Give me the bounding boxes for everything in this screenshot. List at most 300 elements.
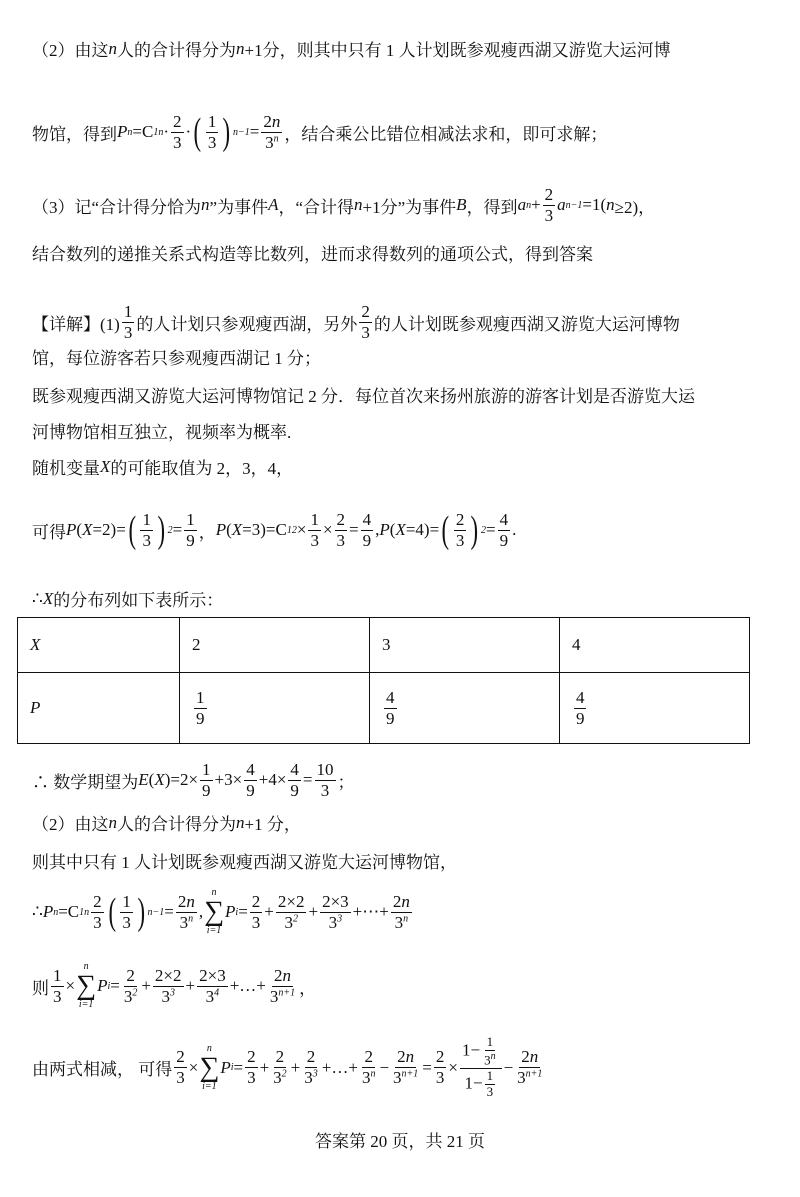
math-variable: n bbox=[529, 1047, 539, 1067]
numerator bbox=[391, 892, 412, 913]
denominator bbox=[498, 531, 511, 551]
numerator bbox=[174, 1047, 187, 1068]
text-run: 3 bbox=[247, 1068, 256, 1088]
text-run: 2 bbox=[177, 891, 187, 911]
math-variable: n bbox=[236, 38, 245, 58]
numerator bbox=[315, 760, 336, 781]
text-run: = bbox=[349, 520, 359, 540]
text-run: +4× bbox=[258, 770, 287, 790]
text-run: +1分”为事件 bbox=[362, 197, 457, 217]
denominator bbox=[122, 987, 140, 1007]
formula-line bbox=[32, 888, 414, 936]
formula-line bbox=[32, 1035, 546, 1100]
numerator bbox=[361, 510, 374, 531]
table-cell bbox=[559, 673, 749, 744]
fraction bbox=[482, 1035, 498, 1068]
superscript: 1 bbox=[153, 126, 159, 138]
denominator: 9 bbox=[196, 708, 205, 728]
superscript: 2 bbox=[480, 524, 486, 536]
text-run: 由两式相减， 可得 bbox=[32, 1060, 173, 1080]
denominator bbox=[319, 781, 332, 801]
math-variable: a bbox=[557, 195, 566, 215]
numerator bbox=[498, 510, 511, 531]
fraction bbox=[276, 892, 307, 932]
text-run: 1 bbox=[207, 112, 217, 131]
numerator bbox=[274, 1047, 287, 1068]
text-run: )=2× bbox=[164, 770, 199, 790]
text-run: = bbox=[164, 902, 174, 921]
denominator bbox=[159, 987, 177, 1007]
text-run: 3 bbox=[207, 132, 217, 152]
text-run: 河博物馆相互独立，视频率为概率. bbox=[32, 423, 292, 442]
subscript: 2 bbox=[291, 524, 297, 536]
fraction bbox=[574, 688, 587, 728]
text-run: × bbox=[296, 520, 307, 540]
text-run: 可得 bbox=[32, 522, 66, 542]
text-run: + bbox=[141, 976, 151, 995]
numerator bbox=[250, 892, 263, 913]
text-run: 3 bbox=[484, 1052, 491, 1068]
text-run: + bbox=[308, 902, 319, 921]
text-run: 2 bbox=[93, 891, 102, 911]
text-run: 4 bbox=[290, 760, 299, 779]
text-run: 3 bbox=[93, 912, 102, 932]
superscript: 3 bbox=[337, 912, 343, 924]
text-run: 3 bbox=[320, 780, 330, 800]
sum-lower: i=1 bbox=[202, 1080, 217, 1092]
formula-line bbox=[32, 185, 655, 225]
numerator bbox=[153, 966, 184, 987]
text-run: +…+ bbox=[229, 976, 266, 995]
parenthesized-group bbox=[439, 510, 481, 550]
text-run: 结合数列的递推关系式构造等比数列，进而求得数列的通项公式，得到答案 bbox=[32, 245, 593, 264]
text-run: 2×3 bbox=[199, 965, 226, 985]
text-run: × bbox=[448, 1057, 458, 1077]
summation bbox=[76, 962, 96, 1010]
text-run: 1− bbox=[461, 1040, 481, 1060]
text-run: ”为事件 bbox=[209, 197, 269, 217]
text-line bbox=[32, 454, 293, 479]
subscript: i bbox=[230, 1062, 234, 1074]
denominator bbox=[302, 1068, 320, 1088]
math-variable: n bbox=[271, 112, 281, 131]
left-paren: ( bbox=[441, 509, 450, 552]
superscript: 3 bbox=[312, 1068, 318, 1080]
numerator bbox=[261, 112, 282, 133]
fraction bbox=[360, 1047, 378, 1087]
fraction bbox=[288, 760, 301, 800]
text-run: 2 bbox=[435, 1047, 445, 1067]
numerator bbox=[120, 892, 133, 913]
denominator bbox=[120, 913, 133, 933]
fraction bbox=[120, 892, 133, 932]
text-run: = bbox=[249, 122, 260, 142]
text-run: 9 bbox=[202, 780, 211, 800]
text-run: + bbox=[531, 195, 541, 215]
text-line bbox=[32, 586, 223, 611]
text-run: 3 bbox=[265, 132, 274, 152]
math-variable: n bbox=[201, 195, 210, 215]
fraction bbox=[271, 1047, 289, 1087]
fraction bbox=[194, 688, 207, 728]
text-run: 3 bbox=[361, 322, 370, 342]
text-run: 3 bbox=[336, 530, 346, 550]
fraction bbox=[335, 510, 348, 550]
text-run: 9 bbox=[290, 780, 299, 800]
text-run: 的人计划只参观瘦西湖，另外 bbox=[136, 314, 358, 334]
fraction bbox=[244, 760, 257, 800]
text-run: ≥2)， bbox=[614, 197, 656, 217]
denominator bbox=[91, 913, 104, 933]
numerator bbox=[362, 1047, 375, 1068]
superscript: 2 bbox=[292, 912, 298, 924]
numerator bbox=[140, 510, 153, 531]
superscript: n−1 bbox=[147, 906, 165, 918]
text-run: 3 bbox=[173, 132, 182, 152]
text-run: 馆，每位游客若只参观瘦西湖记 1 分； bbox=[32, 349, 321, 368]
text-run: · bbox=[185, 122, 192, 142]
superscript: 1 bbox=[79, 906, 85, 918]
denominator bbox=[288, 781, 301, 801]
numerator bbox=[395, 1047, 416, 1068]
text-run: 3 bbox=[269, 986, 279, 1006]
text-run: +3× bbox=[214, 770, 243, 790]
text-run: ∴ bbox=[32, 902, 43, 921]
text-run: =2)= bbox=[92, 520, 126, 540]
numerator bbox=[184, 510, 197, 531]
math-variable: n bbox=[354, 195, 363, 215]
text-run: 2 bbox=[306, 1047, 316, 1067]
text-run: × bbox=[188, 1057, 199, 1077]
numerator bbox=[434, 1047, 447, 1068]
numerator bbox=[91, 892, 104, 913]
fraction bbox=[308, 510, 321, 550]
math-variable: X bbox=[231, 520, 243, 540]
text-run: =4)= bbox=[405, 520, 440, 540]
left-paren: ( bbox=[193, 111, 202, 154]
text-run: 1 bbox=[122, 891, 131, 911]
superscript: 4 bbox=[214, 986, 220, 998]
math-variable: P bbox=[379, 520, 390, 540]
math-variable: a bbox=[517, 195, 527, 215]
left-paren: ( bbox=[108, 891, 116, 933]
parenthesized-group bbox=[106, 892, 148, 932]
math-variable: B bbox=[456, 195, 467, 215]
superscript: n bbox=[188, 912, 194, 924]
numerator bbox=[197, 966, 228, 987]
math-variable: X bbox=[42, 588, 54, 608]
math-variable: n bbox=[405, 1047, 415, 1067]
superscript: n−1 bbox=[232, 126, 250, 138]
text-run: 的可能取值为 2，3，4， bbox=[110, 459, 294, 478]
fraction bbox=[359, 302, 372, 342]
superscript: n bbox=[403, 912, 409, 924]
subscript: n bbox=[84, 906, 90, 918]
superscript: n bbox=[490, 1050, 496, 1062]
sum-upper: n bbox=[211, 887, 217, 898]
denominator bbox=[454, 531, 467, 551]
text-run: 2 bbox=[455, 510, 465, 529]
text-run: 3 bbox=[394, 912, 404, 932]
denominator: 9 bbox=[575, 708, 585, 728]
numerator bbox=[308, 510, 321, 531]
numerator bbox=[460, 1035, 502, 1069]
numerator bbox=[305, 1047, 318, 1068]
denominator bbox=[178, 913, 196, 933]
numerator bbox=[122, 302, 135, 323]
text-run: 2 bbox=[336, 510, 346, 529]
numerator: 4 bbox=[575, 687, 585, 707]
text-run: 2 bbox=[247, 1047, 256, 1067]
text-run: =C bbox=[58, 902, 80, 921]
table-cell: P bbox=[18, 673, 180, 744]
denominator bbox=[434, 1068, 447, 1088]
text-run: 4 bbox=[362, 510, 372, 529]
text-run: 物馆，得到 bbox=[32, 124, 117, 144]
text-run: 3 bbox=[328, 912, 338, 932]
text-run: 随机变量 bbox=[32, 459, 100, 478]
text-run: ( bbox=[389, 520, 396, 540]
numerator bbox=[51, 966, 64, 987]
fraction bbox=[268, 966, 297, 1006]
numerator bbox=[272, 966, 293, 987]
parenthesized-group bbox=[126, 510, 168, 550]
fraction bbox=[434, 1047, 447, 1087]
text-line bbox=[32, 36, 671, 61]
text-run: 3 bbox=[53, 986, 62, 1006]
table-cell: 2 bbox=[180, 618, 370, 673]
text-run: 3 bbox=[122, 912, 131, 932]
right-paren: ) bbox=[137, 891, 145, 933]
text-run: + bbox=[185, 976, 196, 995]
text-run: 2 bbox=[126, 965, 135, 985]
subscript: n bbox=[53, 906, 59, 918]
superscript: 3 bbox=[169, 986, 175, 998]
fraction bbox=[361, 510, 374, 550]
text-run: 3 bbox=[310, 530, 319, 550]
text-run: 2 bbox=[176, 1047, 185, 1067]
denominator bbox=[360, 1068, 378, 1088]
fraction bbox=[206, 112, 219, 152]
fraction bbox=[454, 510, 467, 550]
text-run: 的分布列如下表所示： bbox=[53, 591, 224, 610]
table-cell: 4 bbox=[559, 618, 749, 673]
denominator bbox=[174, 1068, 187, 1088]
text-run: 1 bbox=[186, 510, 195, 529]
fraction bbox=[391, 892, 412, 932]
text-run: 4 bbox=[246, 760, 255, 779]
text-run: 9 bbox=[362, 530, 372, 550]
text-run: 2 bbox=[173, 112, 182, 131]
distribution-table bbox=[17, 617, 750, 744]
math-variable: X bbox=[82, 520, 93, 540]
text-run: 3 bbox=[205, 986, 215, 1006]
text-run: − bbox=[503, 1057, 514, 1077]
denominator bbox=[184, 531, 197, 551]
fraction bbox=[245, 1047, 258, 1087]
math-variable: P bbox=[42, 902, 54, 921]
numerator bbox=[276, 892, 307, 913]
sigma-icon: ∑ bbox=[204, 896, 225, 927]
fraction bbox=[197, 966, 228, 1006]
text-run: × bbox=[322, 520, 333, 540]
numerator bbox=[359, 302, 372, 323]
text-run: . bbox=[512, 520, 517, 540]
text-run: ( bbox=[148, 770, 155, 790]
text-run: ，结合乘公比错位相减法求和，即可求解； bbox=[284, 124, 608, 144]
text-run: 3 bbox=[142, 530, 151, 550]
fraction bbox=[200, 760, 213, 800]
text-run: 1− bbox=[464, 1073, 483, 1093]
sum-lower: i=1 bbox=[206, 925, 222, 936]
superscript: n bbox=[273, 132, 279, 144]
text-run: 3 bbox=[284, 912, 293, 932]
text-run: 人的合计得分为 bbox=[117, 815, 236, 834]
math-variable: n bbox=[401, 891, 410, 911]
text-run: 2×2 bbox=[154, 965, 182, 985]
fraction bbox=[122, 966, 140, 1006]
superscript: n+1 bbox=[525, 1068, 543, 1080]
text-run: 2 bbox=[521, 1047, 530, 1067]
fraction bbox=[391, 1047, 420, 1087]
table-cell: 3 bbox=[370, 618, 560, 673]
text-run: 3 bbox=[486, 1084, 494, 1100]
text-run: 2×2 bbox=[277, 891, 305, 911]
text-run: ∴ bbox=[32, 588, 43, 608]
text-run: 1 bbox=[486, 1068, 494, 1084]
text-run: = bbox=[172, 520, 183, 540]
text-run: +…+ bbox=[321, 1057, 358, 1077]
denominator bbox=[327, 913, 345, 933]
text-run: 3 bbox=[455, 530, 465, 550]
table-cell bbox=[180, 673, 370, 744]
text-run: 1 bbox=[123, 302, 133, 321]
text-run: 2 bbox=[361, 302, 370, 321]
text-run: ( bbox=[76, 520, 83, 540]
subscript: n−1 bbox=[565, 199, 583, 211]
superscript: 1 bbox=[286, 524, 292, 536]
text-run: × bbox=[65, 976, 76, 995]
numerator bbox=[485, 1035, 496, 1051]
text-run: 2 bbox=[392, 891, 402, 911]
text-run: , bbox=[375, 520, 380, 540]
numerator bbox=[485, 1069, 496, 1085]
fraction bbox=[261, 112, 282, 152]
sum-upper: n bbox=[83, 961, 89, 972]
formula-line bbox=[32, 112, 607, 152]
text-run: , bbox=[198, 902, 204, 921]
text-run: 2×3 bbox=[322, 891, 349, 911]
table-row bbox=[18, 618, 750, 673]
text-run: 2 bbox=[397, 1047, 406, 1067]
denominator bbox=[140, 531, 153, 551]
text-run: = bbox=[485, 520, 496, 540]
text-run: ； bbox=[337, 772, 355, 792]
text-run: 10 bbox=[316, 760, 334, 779]
text-run: 既参观瘦西湖又游览大运河博物馆记 2 分．每位首次来扬州旅游的游客计划是否游览大运 bbox=[32, 387, 695, 406]
text-run: 3 bbox=[176, 1068, 185, 1088]
math-variable: n bbox=[606, 195, 615, 215]
text-run: + bbox=[290, 1057, 301, 1077]
summation bbox=[199, 1044, 219, 1092]
denominator bbox=[482, 1051, 498, 1068]
numerator bbox=[124, 966, 137, 987]
right-paren: ) bbox=[470, 509, 479, 552]
text-run: 2 bbox=[275, 1047, 285, 1067]
superscript: n+1 bbox=[278, 986, 296, 998]
math-variable: P bbox=[66, 520, 77, 540]
text-line bbox=[32, 344, 321, 369]
text-run: （2）由这 bbox=[32, 815, 109, 834]
fraction bbox=[315, 760, 336, 800]
text-run: = bbox=[233, 1057, 244, 1077]
text-run: 3 bbox=[435, 1068, 445, 1088]
text-run: ，得到 bbox=[466, 197, 518, 217]
parenthesized-group bbox=[191, 112, 233, 152]
numerator bbox=[244, 760, 257, 781]
text-run: 3 bbox=[123, 986, 133, 1006]
text-run: 3 bbox=[179, 912, 189, 932]
denominator: 9 bbox=[386, 708, 395, 728]
subscript: n bbox=[127, 126, 133, 138]
math-variable: X bbox=[100, 456, 111, 476]
denominator bbox=[206, 133, 219, 153]
denominator bbox=[335, 531, 348, 551]
text-line bbox=[32, 240, 593, 265]
text-run: ， bbox=[198, 522, 216, 542]
denominator bbox=[122, 323, 135, 343]
text-line bbox=[32, 848, 457, 873]
numerator bbox=[200, 760, 213, 781]
text-run: 则其中只有 1 人计划既参观瘦西湖又游览大运河博物馆， bbox=[32, 853, 457, 872]
text-line bbox=[32, 418, 291, 443]
numerator bbox=[206, 112, 219, 133]
math-variable: P bbox=[220, 1057, 231, 1077]
numerator bbox=[519, 1047, 540, 1068]
formula-line bbox=[32, 760, 355, 800]
denominator bbox=[263, 133, 281, 153]
numerator bbox=[454, 510, 467, 531]
text-run: + bbox=[259, 1057, 270, 1077]
subscript: n bbox=[158, 126, 164, 138]
math-variable: X bbox=[154, 770, 165, 790]
text-run: 1 bbox=[202, 760, 211, 779]
text-run: 2 bbox=[263, 112, 272, 131]
fraction bbox=[498, 510, 511, 550]
fraction bbox=[51, 966, 64, 1006]
text-run: 2 bbox=[251, 891, 261, 911]
denominator bbox=[171, 133, 184, 153]
text-run: = bbox=[110, 976, 120, 995]
numerator bbox=[171, 112, 184, 133]
fraction bbox=[543, 185, 556, 225]
text-run: = bbox=[422, 1057, 432, 1077]
denominator bbox=[515, 1068, 544, 1088]
formula-line bbox=[32, 510, 516, 550]
text-run: 则 bbox=[32, 978, 49, 998]
formula-line bbox=[32, 962, 316, 1010]
sum-lower: i=1 bbox=[78, 999, 94, 1010]
text-run: =C bbox=[132, 122, 154, 142]
text-run: 2 bbox=[274, 965, 283, 985]
denominator bbox=[268, 987, 297, 1007]
denominator bbox=[393, 913, 411, 933]
denominator bbox=[51, 987, 64, 1007]
text-run: 的人计划既参观瘦西湖又游览大运河博物 bbox=[373, 314, 680, 334]
math-variable: P bbox=[117, 122, 128, 142]
text-run: 3 bbox=[304, 1068, 313, 1088]
fraction bbox=[515, 1047, 544, 1087]
